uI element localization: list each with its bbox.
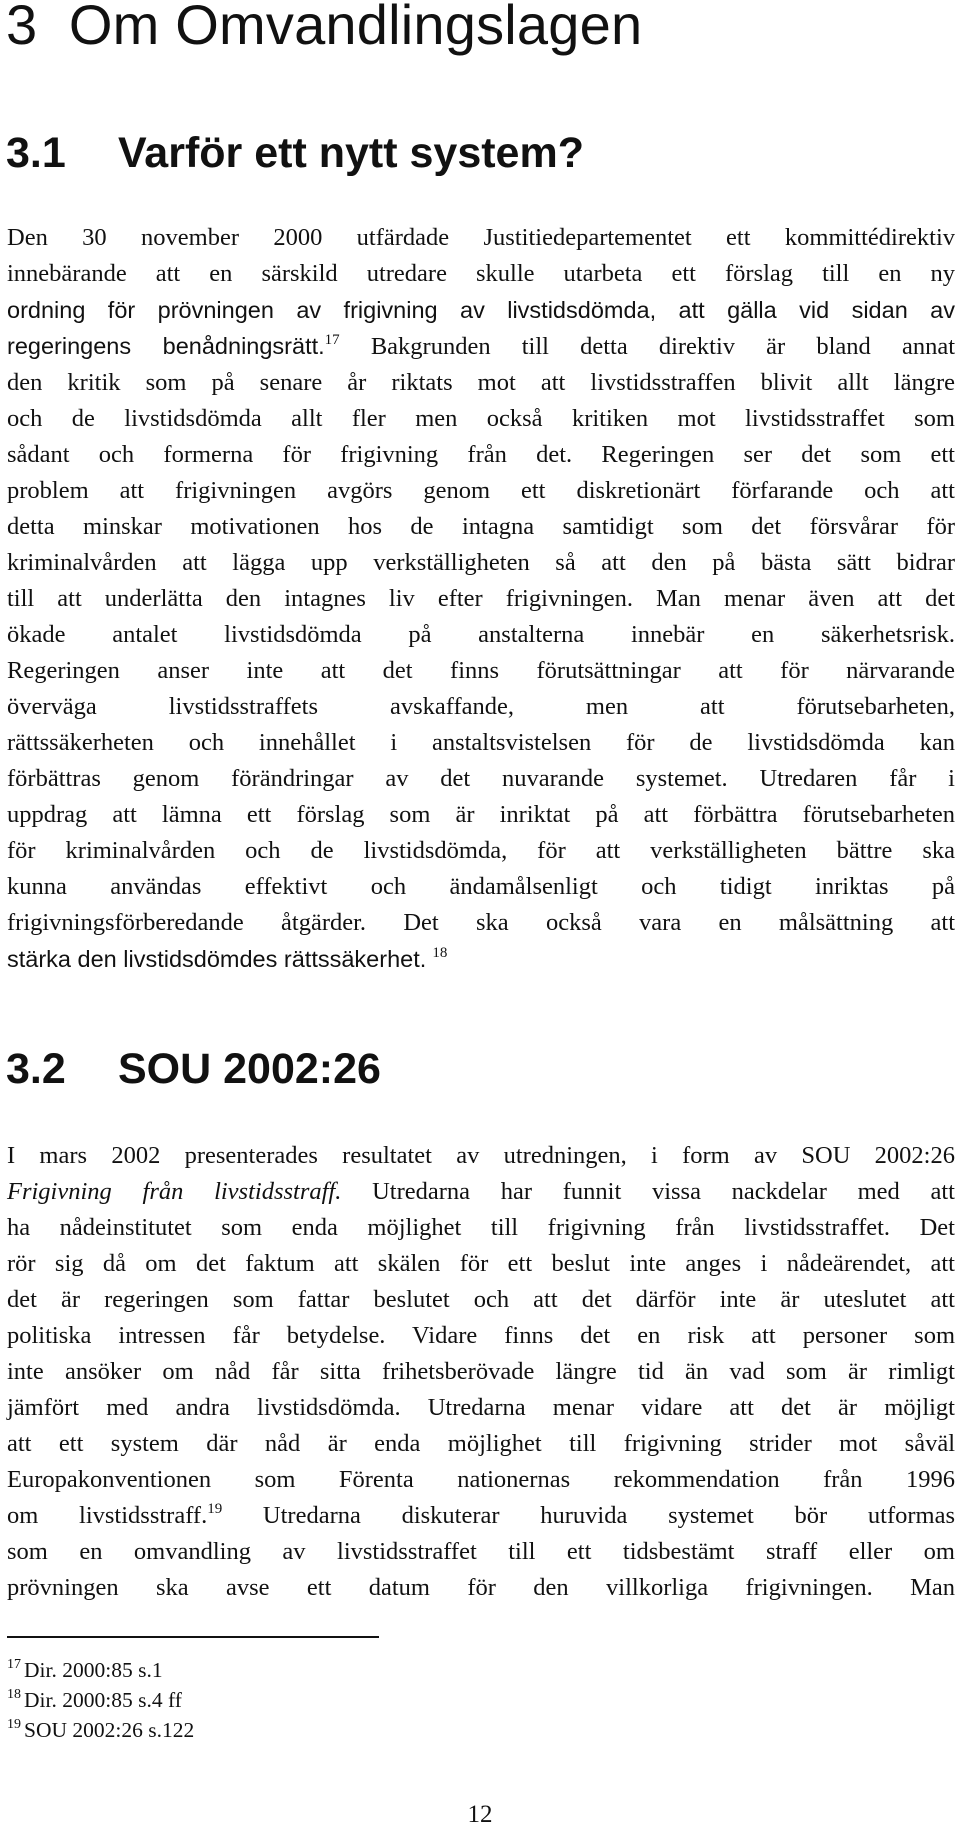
line-text: Utredarna har funnit vissa nackdelar med att	[341, 1178, 955, 1205]
footnote-18	[7, 1685, 194, 1715]
section-title: SOU 2002:26	[118, 1045, 381, 1093]
footnote-mark: 19	[7, 1717, 21, 1732]
paragraph-line: för kriminalvården och de livstidsdömda, för att verkställigheten bättre ska	[7, 837, 955, 864]
paragraph-line: Den 30 november 2000 utfärdade Justitiedepartementet ett kommittédirektiv	[7, 224, 955, 251]
paragraph-line: politiska intressen får betydelse. Vidare finns det en risk att personer som	[7, 1322, 955, 1349]
line-text: stärka den livstidsdömdes rättssäkerhet.	[7, 946, 427, 972]
paragraph-line: som en omvandling av livstidsstraffet till ett tidsbestämt straff eller om	[7, 1538, 955, 1565]
paragraph-line: problem att frigivningen avgörs genom ett diskretionärt förfarande och att	[7, 477, 955, 504]
paragraph-line	[7, 1174, 955, 1210]
line-text: Utredarna diskuterar huruvida systemet bör utformas	[222, 1502, 955, 1529]
paragraph-line: uppdrag att lämna ett förslag som är inriktat på att förbättra förutsebarheten	[7, 801, 955, 828]
section-number: 3.1	[6, 129, 66, 177]
paragraph-line: kriminalvården att lägga upp verkställigheten så att den på bästa sätt bidrar	[7, 549, 955, 576]
paragraph-line: inte ansöker om nåd får sitta frihetsberövade längre tid än vad som är rimligt	[7, 1358, 955, 1385]
footnote-text: Dir. 2000:85 s.1	[24, 1658, 163, 1682]
chapter-title: Om Omvandlingslagen	[68, 0, 643, 56]
paragraph-line: Europakonventionen som Förenta nationernas rekommendation från 1996	[7, 1466, 955, 1493]
footnote-mark: 17	[7, 1657, 21, 1672]
paragraph-line: ha nådeinstitutet som enda möjlighet till frigivning från livstidsstraffet. Det	[7, 1214, 955, 1241]
line-text: om livstidsstraff.	[7, 1502, 208, 1529]
footnote-separator	[7, 1636, 379, 1638]
paragraph-line: den kritik som på senare år riktats mot att livstidsstraffen blivit allt längre	[7, 369, 955, 396]
paragraph-line: rättssäkerheten och innehållet i anstaltsvistelsen för de livstidsdömda kan	[7, 729, 955, 756]
chapter-heading	[6, 0, 642, 56]
footnotes-list	[7, 1655, 194, 1745]
paragraph-line	[7, 941, 955, 978]
footnote-ref-19: 19	[207, 1501, 223, 1517]
paragraph-line: det är regeringen som fattar beslutet och att det därför inte är uteslutet att	[7, 1286, 955, 1313]
paragraph-line: att ett system där nåd är enda möjlighet till frigivning strider mot såväl	[7, 1430, 955, 1457]
footnote-17	[7, 1655, 194, 1685]
paragraph-line: detta minskar motivationen hos de intagna samtidigt som det försvårar för	[7, 513, 955, 540]
paragraph-line: överväga livstidsstraffets avskaffande, men att förutsebarheten,	[7, 693, 955, 720]
section-title: Varför ett nytt system?	[118, 129, 584, 177]
paragraph-line	[7, 328, 955, 365]
footnote-ref-18: 18	[432, 945, 448, 961]
section-3-2-paragraph	[7, 1138, 955, 1606]
paragraph-line: I mars 2002 presenterades resultatet av utredningen, i form av SOU 2002:26	[7, 1142, 955, 1169]
paragraph-line: och de livstidsdömda allt fler men också kritiken mot livstidsstraffet som	[7, 405, 955, 432]
paragraph-line: frigivningsförberedande åtgärder. Det ska också vara en målsättning att	[7, 909, 955, 936]
paragraph-line: innebärande att en särskild utredare skulle utarbeta ett förslag till en ny	[7, 260, 955, 287]
section-heading-3-2	[6, 1044, 381, 1094]
paragraph-line	[7, 1498, 955, 1534]
footnote-text: SOU 2002:26 s.122	[24, 1718, 195, 1742]
paragraph-line: sådant och formerna för frigivning från det. Regeringen ser det som ett	[7, 441, 955, 468]
paragraph-line: prövningen ska avse ett datum för den villkorliga frigivningen. Man	[7, 1574, 955, 1601]
paragraph-line: Regeringen anser inte att det finns förutsättningar att för närvarande	[7, 657, 955, 684]
section-3-1-paragraph	[7, 220, 955, 978]
paragraph-line: ordning för prövningen av frigivning av livstidsdömda, att gälla vid sidan av	[7, 297, 955, 323]
paragraph-line: ökade antalet livstidsdömda på anstalterna innebär en säkerhetsrisk.	[7, 621, 955, 648]
paragraph-line: till att underlätta den intagnes liv efter frigivningen. Man menar även att det	[7, 585, 955, 612]
footnote-ref-17: 17	[324, 332, 340, 348]
report-title: Frigivning från livstidsstraff.	[7, 1178, 342, 1205]
chapter-number: 3	[6, 0, 38, 56]
paragraph-line: jämfört med andra livstidsdömda. Utredarna menar vidare att det är möjligt	[7, 1394, 955, 1421]
line-text: regeringens benådningsrätt.	[7, 333, 325, 359]
paragraph-line: förbättras genom förändringar av det nuvarande systemet. Utredaren får i	[7, 765, 955, 792]
paragraph-line: kunna användas effektivt och ändamålsenligt och tidigt inriktas på	[7, 873, 955, 900]
page-number: 12	[467, 1801, 493, 1828]
section-number: 3.2	[6, 1045, 66, 1093]
footnote-19	[7, 1715, 194, 1745]
footnote-text: Dir. 2000:85 s.4 ff	[24, 1688, 182, 1712]
footnote-mark: 18	[7, 1687, 21, 1702]
line-text: Bakgrunden till detta direktiv är bland annat	[339, 333, 955, 360]
paragraph-line: rör sig då om det faktum att skälen för ett beslut inte anges i nådeärendet, att	[7, 1250, 955, 1277]
section-heading-3-1	[6, 128, 584, 178]
